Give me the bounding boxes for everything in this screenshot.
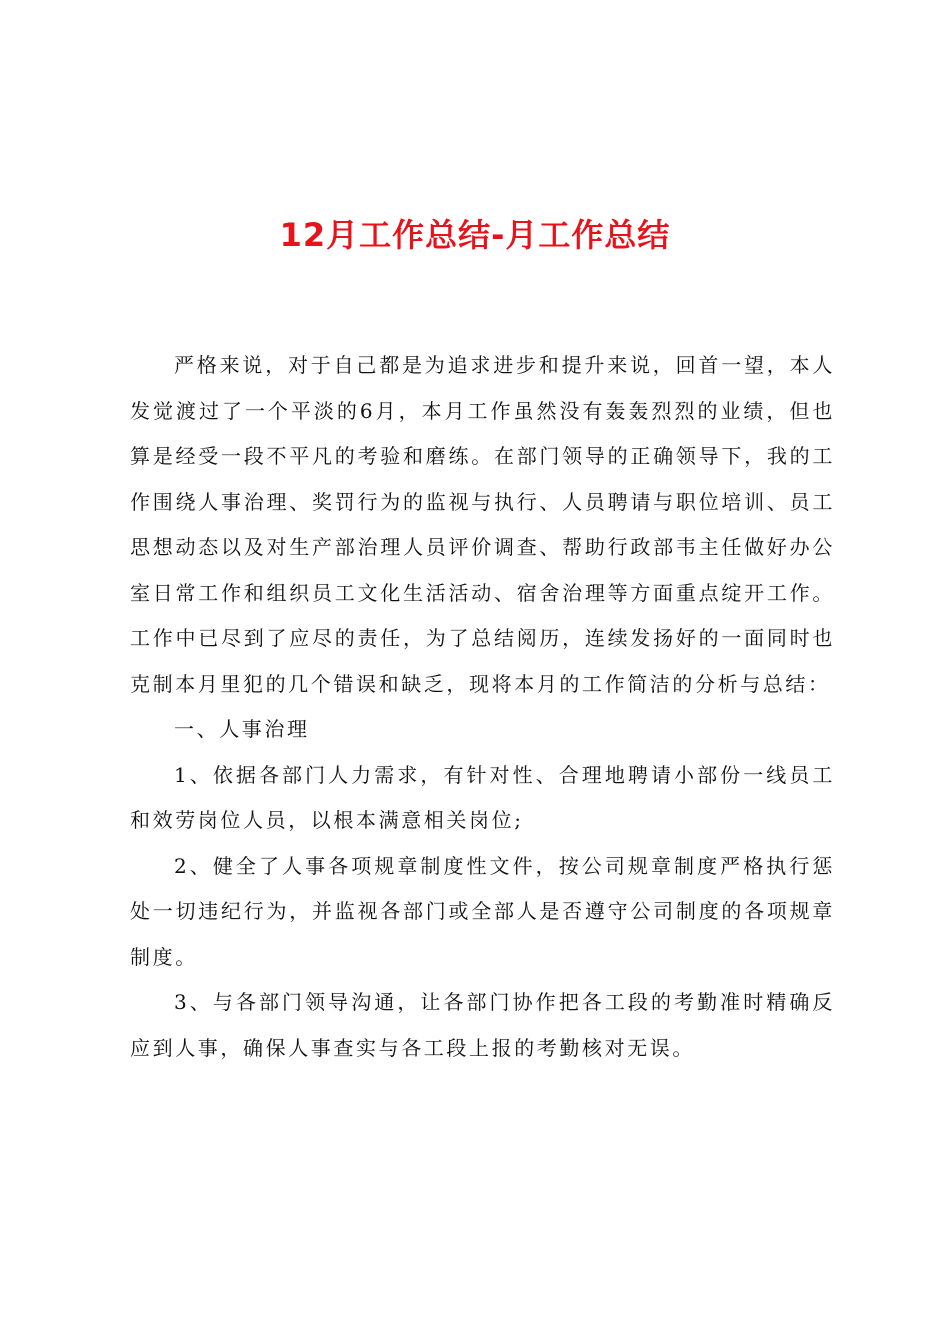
list-item-2: 2、健全了人事各项规章制度性文件，按公司规章制度严格执行惩处一切违纪行为，并监视各部门或全部人是否遵守公司制度的各项规章制度。 [130, 853, 835, 969]
section-heading: 一、人事治理 [174, 717, 310, 741]
list-item-1: 1、依据各部门人力需求，有针对性、合理地聘请小部份一线员工和效劳岗位人员，以根本满意相关岗位; [130, 762, 835, 832]
document-body [130, 343, 835, 1071]
list-item-3: 3、与各部门领导沟通，让各部门协作把各工段的考勤准时精确反应到人事，确保人事查实与各工段上报的考勤核对无误。 [130, 990, 835, 1060]
intro-paragraph: 严格来说，对于自己都是为追求进步和提升来说，回首一望，本人发觉渡过了一个平淡的6月，本月工作虽然没有轰轰烈烈的业绩，但也算是经受一段不平凡的考验和磨练。在部门领导的正确领导下，我的工作围绕人事治理、奖罚行为的监视与执行、人员聘请与职位培训、员工思想动态以及对生产部治理人员评价调查、帮助行政部韦主任做好办公室日常工作和组织员工文化生活活动、宿舍治理等方面重点绽开工作。工作中已尽到了应尽的责任，为了总结阅历，连续发扬好的一面同时也克制本月里犯的几个错误和缺乏，现将本月的工作简洁的分析与总结： [130, 353, 835, 696]
document-title: 12月工作总结-月工作总结 [279, 216, 671, 254]
